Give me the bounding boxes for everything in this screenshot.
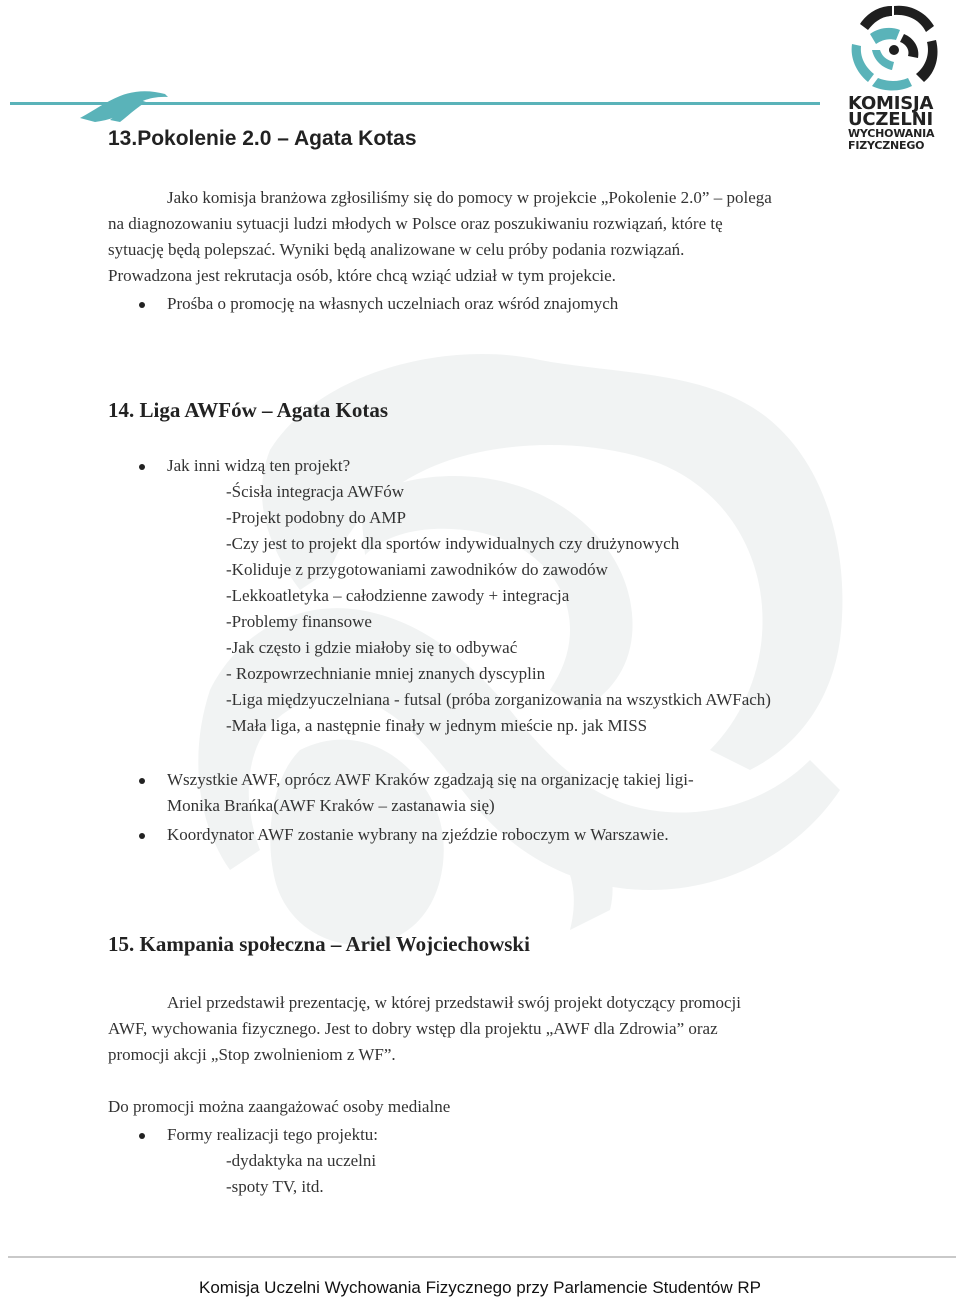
s15-line-2: AWF, wychowania fizycznego. Jest to dobry wstęp dla projektu „AWF dla Zdrowia” oraz xyxy=(108,1019,718,1038)
s13-line-4: Prowadzona jest rekrutacja osób, które chcą wziąć udział w tym projekcie. xyxy=(108,266,616,285)
s14-sub-8: - Rozpowrzechnianie mniej znanych dyscyplin xyxy=(226,664,546,683)
section-15-title: 15. Kampania społeczna – Ariel Wojciechowski xyxy=(108,932,530,956)
s14-sub-10: -Mała liga, a następnie finały w jednym mieście np. jak MISS xyxy=(226,716,648,735)
s14-bullet-1: Jak inni widzą ten projekt? xyxy=(167,456,351,475)
s15-para-2: Do promocji można zaangażować osoby medialne xyxy=(108,1097,451,1116)
bullet-icon xyxy=(139,302,145,308)
logo-line-3: WYCHOWANIA xyxy=(848,127,935,140)
s15-bullet-1: Formy realizacji tego projektu: xyxy=(167,1125,379,1144)
s14-sub-7: -Jak często i gdzie miałoby się to odbywać xyxy=(226,638,518,657)
s14-bullet-2-line-1: Wszystkie AWF, oprócz AWF Kraków zgadzają się na organizację takiej ligi- xyxy=(167,770,694,789)
s14-sub-4: -Koliduje z przygotowaniami zawodników do zawodów xyxy=(226,560,608,579)
s13-line-3: sytuację będą polepszać. Wyniki będą analizowane w celu próby podania rozwiązań. xyxy=(108,240,685,259)
page-footer: Komisja Uczelni Wychowania Fizycznego przy Parlamencie Studentów RP xyxy=(198,1278,762,1297)
s14-sub-9: -Liga międzyuczelniana - futsal (próba zorganizowania na wszystkich AWFach) xyxy=(226,690,771,709)
logo-line-1: KOMISJA xyxy=(848,93,934,114)
logo-line-2: UCZELNI xyxy=(848,109,934,130)
footer-divider xyxy=(8,1256,956,1258)
s13-line-2: na diagnozowaniu sytuacji ludzi młodych w Polsce oraz poszukiwaniu rozwiązań, które tę xyxy=(108,214,723,233)
s14-sub-3: -Czy jest to projekt dla sportów indywidualnych czy drużynowych xyxy=(226,534,680,553)
logo-line-4: FIZYCZNEGO xyxy=(848,139,925,152)
bullet-icon xyxy=(139,1133,145,1139)
s14-sub-1: -Ścisła integracja AWFów xyxy=(226,482,405,501)
s14-bullet-3: Koordynator AWF zostanie wybrany na zjeździe roboczym w Warszawie. xyxy=(167,825,669,844)
bullet-icon xyxy=(139,833,145,839)
s15-line-1: Ariel przedstawił prezentację, w której przedstawił swój projekt dotyczący promocji xyxy=(167,993,742,1012)
bullet-icon xyxy=(139,464,145,470)
s13-bullet-1: Prośba o promocję na własnych uczelniach oraz wśród znajomych xyxy=(167,294,619,313)
section-14-title: 14. Liga AWFów – Agata Kotas xyxy=(108,398,389,422)
s15-line-3: promocji akcji „Stop zwolnieniom z WF”. xyxy=(108,1045,396,1064)
s15-sub-1: -dydaktyka na uczelni xyxy=(226,1151,377,1170)
s14-sub-6: -Problemy finansowe xyxy=(226,612,372,631)
bullet-icon xyxy=(139,778,145,784)
s14-bullet-2-line-2: Monika Brańka(AWF Kraków – zastanawia się) xyxy=(167,796,495,815)
s15-sub-2: -spoty TV, itd. xyxy=(226,1177,324,1196)
s14-sub-5: -Lekkoatletyka – całodzienne zawody + integracja xyxy=(226,586,570,605)
s13-line-1: Jako komisja branżowa zgłosiliśmy się do pomocy w projekcie „Pokolenie 2.0” – polega xyxy=(167,188,772,207)
s14-sub-2: -Projekt podobny do AMP xyxy=(226,508,406,527)
section-13-title: 13.Pokolenie 2.0 – Agata Kotas xyxy=(108,127,417,150)
